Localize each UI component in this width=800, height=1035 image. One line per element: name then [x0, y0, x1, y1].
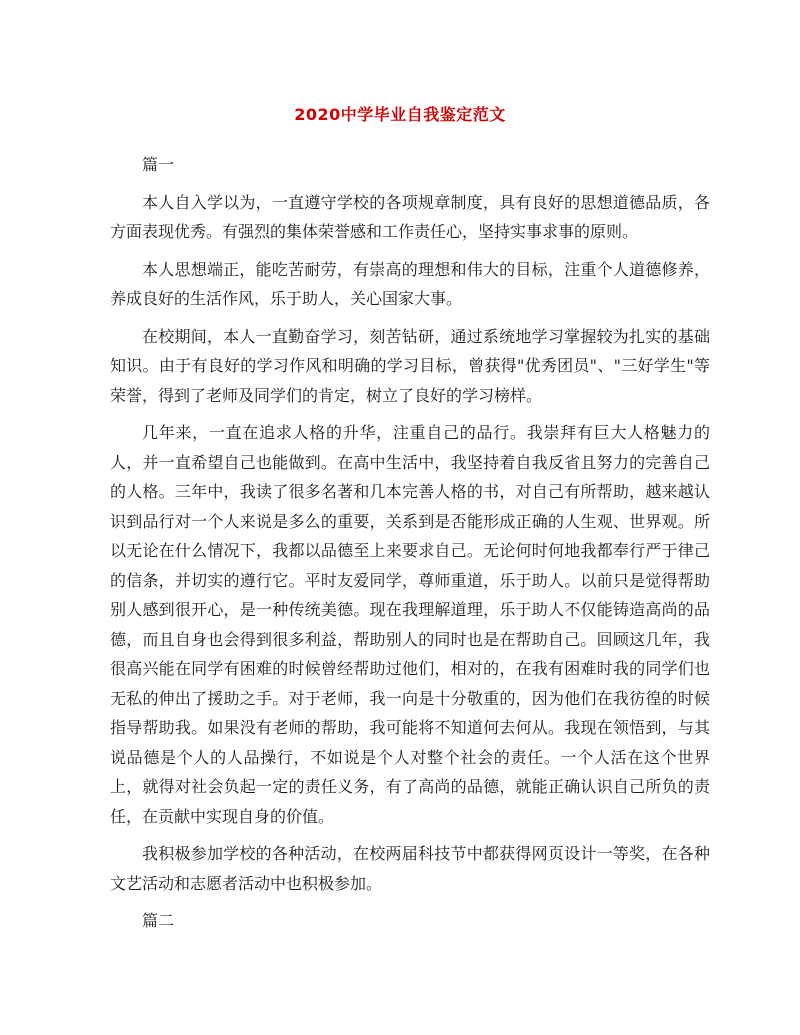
section-heading-1: 篇一 — [142, 155, 175, 174]
document-body — [110, 150, 710, 944]
paragraph-3: 在校期间，本人一直勤奋学习，刻苦钻研，通过系统地学习掌握较为扎实的基础知识。由于有良好的学习作风和明确的学习目标，曾获得"优秀团员"、"三好学生"等荣誉，得到了老师及同学们的肯定，树立了良好的学习榜样。 — [110, 326, 710, 405]
paragraph-1: 本人自入学以为，一直遵守学校的各项规章制度，具有良好的思想道德品质，各方面表现优秀。有强烈的集体荣誉感和工作责任心，坚持实事求事的原则。 — [110, 192, 710, 241]
paragraph-5: 我积极参加学校的各种活动，在校两届科技节中都获得网页设计一等奖，在各种文艺活动和志愿者活动中也积极参加。 — [110, 844, 710, 893]
paragraph-2: 本人思想端正，能吃苦耐劳，有崇高的理想和伟大的目标，注重个人道德修养，养成良好的生活作风，乐于助人，关心国家大事。 — [110, 259, 710, 308]
document-title: 2020中学毕业自我鉴定范文 — [294, 105, 506, 124]
paragraph-4: 几年来，一直在追求人格的升华，注重自己的品行。我崇拜有巨大人格魅力的人，并一直希望自己也能做到。在高中生活中，我坚持着自我反省且努力的完善自己的人格。三年中，我读了很多名著和几本完善人格的书，对自己有所帮助，越来越认识到品行对一个人来说是多么的重要，关系到是否能形成正确的人生观、世界观。所以无论在什么情况下，我都以品德至上来要求自己。无论何时何地我都奉行严于律己的信条，并切实的遵行它。平时友爱同学，尊师重道，乐于助人。以前只是觉得帮助别人感到很开心，是一种传统美德。现在我理解道理，乐于助人不仅能铸造高尚的品德，而且自身也会得到很多利益，帮助别人的同时也是在帮助自己。回顾这几年，我很高兴能在同学有困难的时候曾经帮助过他们，相对的，在我有困难时我的同学们也无私的伸出了援助之手。对于老师，我一向是十分敬重的，因为他们在我彷徨的时候指导帮助我。如果没有老师的帮助，我可能将不知道何去何从。我现在领悟到，与其说品德是个人的人品操行，不如说是个人对整个社会的责任。一个人活在这个世界上，就得对社会负起一定的责任义务，有了高尚的品德，就能正确认识自己所负的责任，在贡献中实现自身的价值。 — [110, 423, 710, 826]
section-heading-2: 篇二 — [142, 911, 175, 930]
